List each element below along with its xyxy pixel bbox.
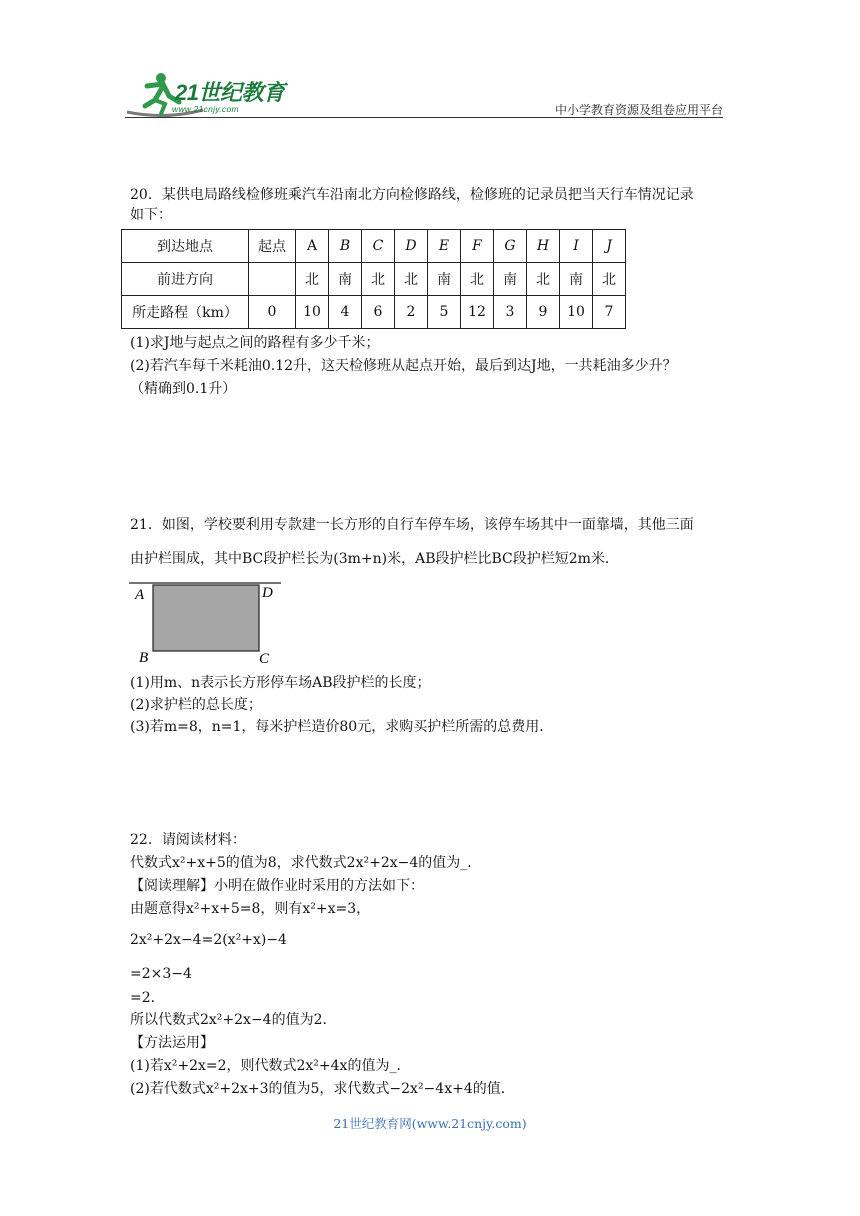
table-cell: A: [296, 230, 329, 263]
q22-material: 代数式x²+x+5的值为8，求代数式2x²+2x−4的值为_．: [130, 855, 482, 871]
table-cell: 12: [461, 296, 494, 329]
logo-url: www.21cnjy.com: [172, 104, 239, 114]
vertex-c-label: C: [259, 651, 270, 667]
q22-conclusion: 所以代数式2x²+2x−4的值为2．: [130, 1012, 337, 1028]
footer-link[interactable]: 21世纪教育网(www.21cnjy.com): [333, 1116, 527, 1131]
table-cell: 南: [428, 263, 461, 296]
table-cell: D: [395, 230, 428, 263]
parking-lot-rect: [153, 585, 259, 651]
q22-step4: =2．: [130, 990, 165, 1006]
q22-reading-heading: 【阅读理解】小明在做作业时采用的方法如下：: [130, 878, 424, 894]
table-cell: 北: [593, 263, 626, 296]
q20-stem-line2: 如下：: [130, 207, 172, 223]
table-cell: H: [527, 230, 560, 263]
table-cell: 2: [395, 296, 428, 329]
table-cell: I: [560, 230, 593, 263]
logo-text: 21世纪教育: [175, 80, 285, 105]
table-cell: J: [593, 230, 626, 263]
table-cell: 到达地点: [122, 230, 249, 263]
q22-step2: 2x²+2x−4=2(x²+x)−4: [130, 932, 287, 948]
q21-part1: (1)用m、n表示长方形停车场AB段护栏的长度；: [130, 675, 431, 691]
table-cell: 4: [329, 296, 362, 329]
table-cell: 南: [494, 263, 527, 296]
table-cell: 南: [560, 263, 593, 296]
table-cell: 北: [461, 263, 494, 296]
parking-lot-figure: [129, 580, 289, 670]
driving-record-table: [121, 229, 626, 329]
q20-part2-note: （精确到0.1升）: [130, 381, 237, 397]
table-cell: 0: [249, 296, 296, 329]
q20-stem-line1: 20．某供电局路线检修班乘汽车沿南北方向检修路线，检修班的记录员把当天行车情况记录: [130, 187, 694, 203]
table-cell: 10: [560, 296, 593, 329]
q21-stem-line1: 21．如图，学校要利用专款建一长方形的自行车停车场，该停车场其中一面靠墙，其他三面: [130, 517, 694, 533]
table-cell: 起点: [249, 230, 296, 263]
table-cell: F: [461, 230, 494, 263]
platform-title: 中小学教育资源及组卷应用平台: [554, 103, 723, 117]
table-cell: 前进方向: [122, 263, 249, 296]
vertex-d-label: D: [262, 585, 273, 601]
q21-part2: (2)求护栏的总长度；: [130, 697, 262, 713]
table-cell: 北: [395, 263, 428, 296]
table-cell: C: [362, 230, 395, 263]
q20-part2: (2)若汽车每千米耗油0.12升，这天检修班从起点开始，最后到达J地，一共耗油多少升？: [130, 358, 677, 374]
table-cell: E: [428, 230, 461, 263]
vertex-b-label: B: [139, 650, 149, 666]
table-cell: 3: [494, 296, 527, 329]
table-cell: [249, 263, 296, 296]
q21-part3: (3)若m=8，n=1，每米护栏造价80元，求购买护栏所需的总费用．: [130, 719, 554, 735]
table-cell: G: [494, 230, 527, 263]
q22-step1: 由题意得x²+x+5=8，则有x²+x=3，: [130, 901, 371, 917]
table-cell: 10: [296, 296, 329, 329]
table-cell: 北: [296, 263, 329, 296]
q22-title: 22．请阅读材料：: [130, 832, 246, 848]
header-divider: [125, 117, 723, 118]
table-cell: 6: [362, 296, 395, 329]
vertex-a-label: A: [135, 587, 145, 603]
table-cell: 北: [527, 263, 560, 296]
table-cell: 所走路程（km）: [122, 296, 249, 329]
table-cell: B: [329, 230, 362, 263]
table-cell: 9: [527, 296, 560, 329]
q22-part2: (2)若代数式x²+2x+3的值为5，求代数式−2x²−4x+4的值．: [130, 1081, 515, 1097]
table-cell: 北: [362, 263, 395, 296]
q22-method-heading: 【方法运用】: [130, 1035, 214, 1051]
q20-part1: (1)求J地与起点之间的路程有多少千米；: [130, 335, 380, 351]
q22-part1: (1)若x²+2x=2，则代数式2x²+4x的值为_．: [130, 1058, 411, 1074]
table-cell: 7: [593, 296, 626, 329]
table-row: [122, 230, 626, 263]
table-cell: 5: [428, 296, 461, 329]
q22-step3: =2×3−4: [130, 966, 192, 982]
table-row: [122, 263, 626, 296]
table-cell: 南: [329, 263, 362, 296]
q21-stem-line2: 由护栏围成，其中BC段护栏长为(3m+n)米，AB段护栏比BC段护栏短2m米．: [130, 551, 619, 567]
table-row: [122, 296, 626, 329]
